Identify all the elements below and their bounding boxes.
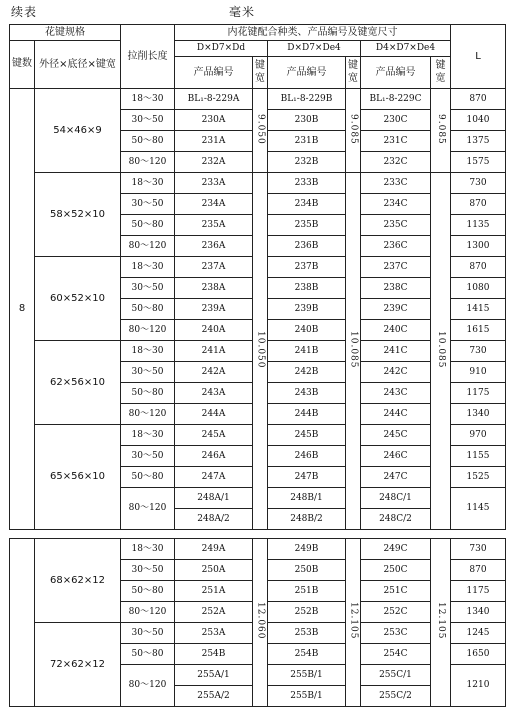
length-L: 1210: [451, 665, 506, 707]
product-no-b: 244B: [268, 404, 346, 425]
product-no-a: 231A: [175, 131, 253, 152]
length-L: 1300: [451, 236, 506, 257]
product-no-b: 240B: [268, 320, 346, 341]
spline-spec: 72×62×12: [35, 623, 121, 707]
product-no-a: 241A: [175, 341, 253, 362]
product-no-a: 255A/1: [175, 665, 253, 686]
length-L: 870: [451, 560, 506, 581]
product-no-b: 243B: [268, 383, 346, 404]
product-no-a: 252A: [175, 602, 253, 623]
product-no-c: 232C: [361, 152, 431, 173]
key-width-b-text: 12.105: [348, 602, 359, 640]
product-no-c: 233C: [361, 173, 431, 194]
broach-length: 50～80: [121, 581, 175, 602]
length-L: 730: [451, 173, 506, 194]
product-no-b: 248B/1: [268, 488, 346, 509]
broach-length: 18～30: [121, 173, 175, 194]
broach-length: 30～50: [121, 194, 175, 215]
product-no-c: 230C: [361, 110, 431, 131]
product-no-a: 255A/2: [175, 686, 253, 707]
key-width-b-top-text: 9.085: [348, 113, 359, 145]
product-no-c: 250C: [361, 560, 431, 581]
key-width-b-text: 10.085: [348, 330, 359, 369]
product-no-c: 239C: [361, 299, 431, 320]
product-no-a: 240A: [175, 320, 253, 341]
product-no-b: 249B: [268, 539, 346, 560]
key-width-a: [253, 539, 268, 707]
product-no-a: 254B: [175, 644, 253, 665]
product-no-a: 234A: [175, 194, 253, 215]
product-no-b: 250B: [268, 560, 346, 581]
product-no-b: 248B/2: [268, 509, 346, 530]
length-L: 1415: [451, 299, 506, 320]
product-no-a: 239A: [175, 299, 253, 320]
broach-length: 50～80: [121, 467, 175, 488]
key-width-b: [346, 173, 361, 530]
product-no-a: 236A: [175, 236, 253, 257]
key-width-c-text: 12.105: [436, 602, 446, 640]
key-width-c-top: [431, 89, 451, 173]
broach-length: 80～120: [121, 488, 175, 530]
length-L: 870: [451, 194, 506, 215]
broach-length: 80～120: [121, 236, 175, 257]
length-L: 1080: [451, 278, 506, 299]
broach-length: 18～30: [121, 341, 175, 362]
product-no-a: 244A: [175, 404, 253, 425]
header-key-count: 键数: [10, 41, 35, 89]
broach-length: 50～80: [121, 383, 175, 404]
key-width-b-top: [346, 89, 361, 173]
product-no-b: 255B/1: [268, 665, 346, 686]
product-no-c: 251C: [361, 581, 431, 602]
broach-length: 50～80: [121, 131, 175, 152]
product-no-c: 255C/2: [361, 686, 431, 707]
length-L: 1155: [451, 446, 506, 467]
product-no-c: 247C: [361, 467, 431, 488]
product-no-b: 237B: [268, 257, 346, 278]
length-L: 1340: [451, 404, 506, 425]
length-L: 970: [451, 425, 506, 446]
product-no-a: 251A: [175, 581, 253, 602]
broach-length: 18～30: [121, 257, 175, 278]
product-no-b: 251B: [268, 581, 346, 602]
product-no-a: 247A: [175, 467, 253, 488]
product-no-a: 248A/1: [175, 488, 253, 509]
product-no-b: 255B/1: [268, 686, 346, 707]
product-no-c: 241C: [361, 341, 431, 362]
product-no-a: 246A: [175, 446, 253, 467]
product-no-b: 232B: [268, 152, 346, 173]
spline-spec: 54×46×9: [35, 89, 121, 173]
spline-broach-table: [9, 24, 506, 530]
product-no-b: 246B: [268, 446, 346, 467]
product-no-c: 254C: [361, 644, 431, 665]
spline-spec: 65×56×10: [35, 425, 121, 530]
broach-length: 30～50: [121, 446, 175, 467]
header-key-width-b: 键宽: [346, 57, 361, 89]
product-no-c: 252C: [361, 602, 431, 623]
key-width-a-top: [253, 89, 268, 173]
header-key-width-c: 键宽: [431, 57, 451, 89]
spline-broach-table-continued: [9, 538, 506, 707]
product-no-b: 238B: [268, 278, 346, 299]
product-no-a: 249A: [175, 539, 253, 560]
broach-length: 80～120: [121, 152, 175, 173]
product-no-b: 233B: [268, 173, 346, 194]
product-no-b: 252B: [268, 602, 346, 623]
broach-length: 30～50: [121, 623, 175, 644]
key-width-c: [431, 539, 451, 707]
product-no-b: 239B: [268, 299, 346, 320]
product-no-b: 236B: [268, 236, 346, 257]
caption-continued: 续表: [11, 5, 38, 19]
key-width-a: [253, 173, 268, 530]
broach-length: 50～80: [121, 215, 175, 236]
caption-unit: 毫米: [229, 5, 256, 19]
broach-length: 50～80: [121, 299, 175, 320]
product-no-c: 235C: [361, 215, 431, 236]
broach-length: 80～120: [121, 665, 175, 707]
length-L: 1375: [451, 131, 506, 152]
product-no-c: 245C: [361, 425, 431, 446]
key-width-c-top-text: 9.085: [436, 113, 446, 145]
key-count-blank: [10, 539, 35, 707]
product-no-c: 237C: [361, 257, 431, 278]
product-no-a: 230A: [175, 110, 253, 131]
length-L: 1040: [451, 110, 506, 131]
product-no-b: 254B: [268, 644, 346, 665]
broach-length: 50～80: [121, 644, 175, 665]
length-L: 1650: [451, 644, 506, 665]
product-no-a: 245A: [175, 425, 253, 446]
length-L: 1615: [451, 320, 506, 341]
header-broach-length: 拉削长度: [121, 25, 175, 89]
product-no-c: 253C: [361, 623, 431, 644]
product-no-b: 245B: [268, 425, 346, 446]
broach-length: 30～50: [121, 560, 175, 581]
header-key-width-a: 键宽: [253, 57, 268, 89]
length-L: 1525: [451, 467, 506, 488]
key-width-a-top-text: 9.050: [255, 113, 266, 145]
header-spline-spec: 花键规格: [10, 25, 121, 41]
product-no-c: 242C: [361, 362, 431, 383]
product-no-c: 236C: [361, 236, 431, 257]
spline-spec: 58×52×10: [35, 173, 121, 257]
product-no-a: 242A: [175, 362, 253, 383]
product-no-c: BL₁-8-229C: [361, 89, 431, 110]
key-width-c-text: 10.085: [436, 330, 446, 369]
length-L: 1145: [451, 488, 506, 530]
product-no-a: 233A: [175, 173, 253, 194]
product-no-c: 248C/2: [361, 509, 431, 530]
header-spec-dims: 外径×底径×键宽: [35, 41, 121, 89]
header-product-no-c: 产品编号: [361, 57, 431, 89]
broach-length: 18～30: [121, 425, 175, 446]
product-no-a: 248A/2: [175, 509, 253, 530]
product-no-b: 235B: [268, 215, 346, 236]
product-no-c: 246C: [361, 446, 431, 467]
product-no-b: 230B: [268, 110, 346, 131]
product-no-c: 234C: [361, 194, 431, 215]
product-no-a: 235A: [175, 215, 253, 236]
key-width-b: [346, 539, 361, 707]
key-width-c: [431, 173, 451, 530]
key-width-a-text: 12.060: [255, 602, 266, 640]
header-fit-type-a: D×D7×Dd: [175, 41, 268, 57]
product-no-b: BL₁-8-229B: [268, 89, 346, 110]
product-no-a: 237A: [175, 257, 253, 278]
length-L: 1175: [451, 383, 506, 404]
product-no-a: 232A: [175, 152, 253, 173]
length-L: 730: [451, 341, 506, 362]
broach-length: 18～30: [121, 89, 175, 110]
product-no-c: 248C/1: [361, 488, 431, 509]
product-no-a: 250A: [175, 560, 253, 581]
header-fit-type-b: D×D7×De4: [268, 41, 361, 57]
product-no-b: 253B: [268, 623, 346, 644]
spline-spec: 60×52×10: [35, 257, 121, 341]
broach-length: 30～50: [121, 362, 175, 383]
length-L: 870: [451, 89, 506, 110]
broach-length: 30～50: [121, 110, 175, 131]
product-no-a: 253A: [175, 623, 253, 644]
product-no-a: 238A: [175, 278, 253, 299]
header-product-no-a: 产品编号: [175, 57, 253, 89]
header-product-no-b: 产品编号: [268, 57, 346, 89]
product-no-a: BL₁-8-229A: [175, 89, 253, 110]
product-no-a: 243A: [175, 383, 253, 404]
broach-length: 80～120: [121, 404, 175, 425]
product-no-b: 242B: [268, 362, 346, 383]
product-no-c: 231C: [361, 131, 431, 152]
product-no-c: 249C: [361, 539, 431, 560]
length-L: 1175: [451, 581, 506, 602]
broach-length: 80～120: [121, 320, 175, 341]
product-no-b: 241B: [268, 341, 346, 362]
header-fit-type-c: D4×D7×De4: [361, 41, 451, 57]
broach-length: 80～120: [121, 602, 175, 623]
key-width-a-text: 10.050: [255, 330, 266, 369]
product-no-c: 243C: [361, 383, 431, 404]
product-no-b: 231B: [268, 131, 346, 152]
length-L: 730: [451, 539, 506, 560]
length-L: 1340: [451, 602, 506, 623]
product-no-c: 238C: [361, 278, 431, 299]
key-count-value: 8: [10, 89, 35, 530]
length-L: 1575: [451, 152, 506, 173]
spline-spec: 62×56×10: [35, 341, 121, 425]
header-fit-group: 内花键配合种类、产品编号及键宽尺寸: [175, 25, 451, 41]
product-no-c: 255C/1: [361, 665, 431, 686]
product-no-c: 240C: [361, 320, 431, 341]
length-L: 910: [451, 362, 506, 383]
length-L: 870: [451, 257, 506, 278]
length-L: 1135: [451, 215, 506, 236]
broach-length: 18～30: [121, 539, 175, 560]
product-no-b: 247B: [268, 467, 346, 488]
length-L: 1245: [451, 623, 506, 644]
spline-spec: 68×62×12: [35, 539, 121, 623]
product-no-c: 244C: [361, 404, 431, 425]
header-L: L: [451, 25, 506, 89]
broach-length: 30～50: [121, 278, 175, 299]
product-no-b: 234B: [268, 194, 346, 215]
